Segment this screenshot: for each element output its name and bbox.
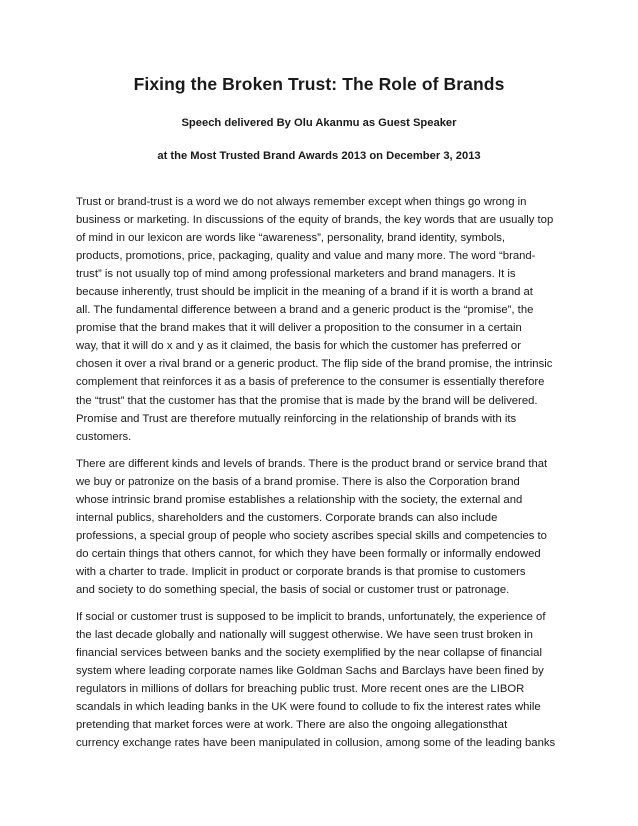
text-line: the “trust” that the customer has that the promise that is made by the brand will be delivered. xyxy=(76,394,538,407)
text-line: financial services between banks and the society exemplified by the near collapse of financial xyxy=(76,647,542,660)
text-line: way, that it will do x and y as it claimed, the basis for which the customer has preferred or xyxy=(76,340,521,353)
text-line: internal publics, shareholders and the customers. Corporate brands can also include xyxy=(76,511,498,524)
text-line: promise that the brand makes that it will deliver a proposition to the consumer in a certain xyxy=(76,322,522,335)
paragraph-2 xyxy=(76,455,568,599)
text-line: Promise and Trust are therefore mutually reinforcing in the relationship of brands with its xyxy=(76,412,517,425)
text-line: business or marketing. In discussions of the equity of brands, the key words that are usually top xyxy=(76,214,554,227)
text-line: of mind in our lexicon are words like “awareness”, personality, brand identity, symbols, xyxy=(76,232,506,245)
text-line: because inherently, trust should be implicit in the meaning of a brand if it is worth a brand at xyxy=(76,286,533,299)
text-line: There are different kinds and levels of brands. There is the product brand or service brand that xyxy=(76,457,548,470)
document-body xyxy=(76,193,568,761)
text-line: customers. xyxy=(76,430,132,443)
paragraph-3 xyxy=(76,608,568,752)
text-line: and society to do something special, the basis of social or customer trust or patronage. xyxy=(76,583,510,596)
text-line: all. The fundamental difference between a brand and a generic product is the “promise”, the xyxy=(76,304,534,317)
text-line: scandals in which leading banks in the UK were found to collude to fix the interest rates while xyxy=(76,701,541,714)
text-line: whose intrinsic brand promise establishes a relationship with the society, the external and xyxy=(76,493,523,506)
text-line: products, promotions, price, packaging, quality and value and many more. The word “brand- xyxy=(76,250,536,263)
text-line: with a charter to trade. Implicit in product or corporate brands is that promise to customers xyxy=(76,565,526,578)
text-line: do certain things that others cannot, for which they have been formally or informally endowed xyxy=(76,547,541,560)
subtitle-speaker: Speech delivered By Olu Akanmu as Guest Speaker xyxy=(181,117,457,129)
text-line: If social or customer trust is supposed to be implicit to brands, unfortunately, the experience of xyxy=(76,611,546,624)
paragraph-1 xyxy=(76,193,568,446)
text-line: professions, a special group of people who society ascribes special skills and competencies to xyxy=(76,529,547,542)
text-line: chosen it over a rival brand or a generic product. The flip side of the brand promise, the intrinsic xyxy=(76,358,553,371)
subtitle-event: at the Most Trusted Brand Awards 2013 on December 3, 2013 xyxy=(157,150,481,162)
text-line: we buy or patronize on the basis of a brand promise. There is also the Corporation brand xyxy=(76,475,520,488)
text-line: Trust or brand-trust is a word we do not always remember except when things go wrong in xyxy=(76,196,527,208)
text-line: system where leading corporate names like Goldman Sachs and Barclays have been fined by xyxy=(76,665,544,678)
text-line: regulators in millions of dollars for breaching public trust. More recent ones are the LIBOR xyxy=(76,683,525,696)
text-line: currency exchange rates have been manipulated in collusion, among some of the leading banks xyxy=(76,737,556,750)
text-line: trust” is not usually top of mind among professional marketers and brand managers. It is xyxy=(76,268,516,281)
text-line: complement that reinforces it as a basis of preference to the consumer is essentially therefore xyxy=(76,376,545,389)
document-title: Fixing the Broken Trust: The Role of Brands xyxy=(133,74,505,94)
text-line: the last decade globally and nationally will suggest otherwise. We have seen trust broken in xyxy=(76,629,533,642)
text-line: pretending that market forces were at work. There are also the ongoing allegationsthat xyxy=(76,719,508,732)
